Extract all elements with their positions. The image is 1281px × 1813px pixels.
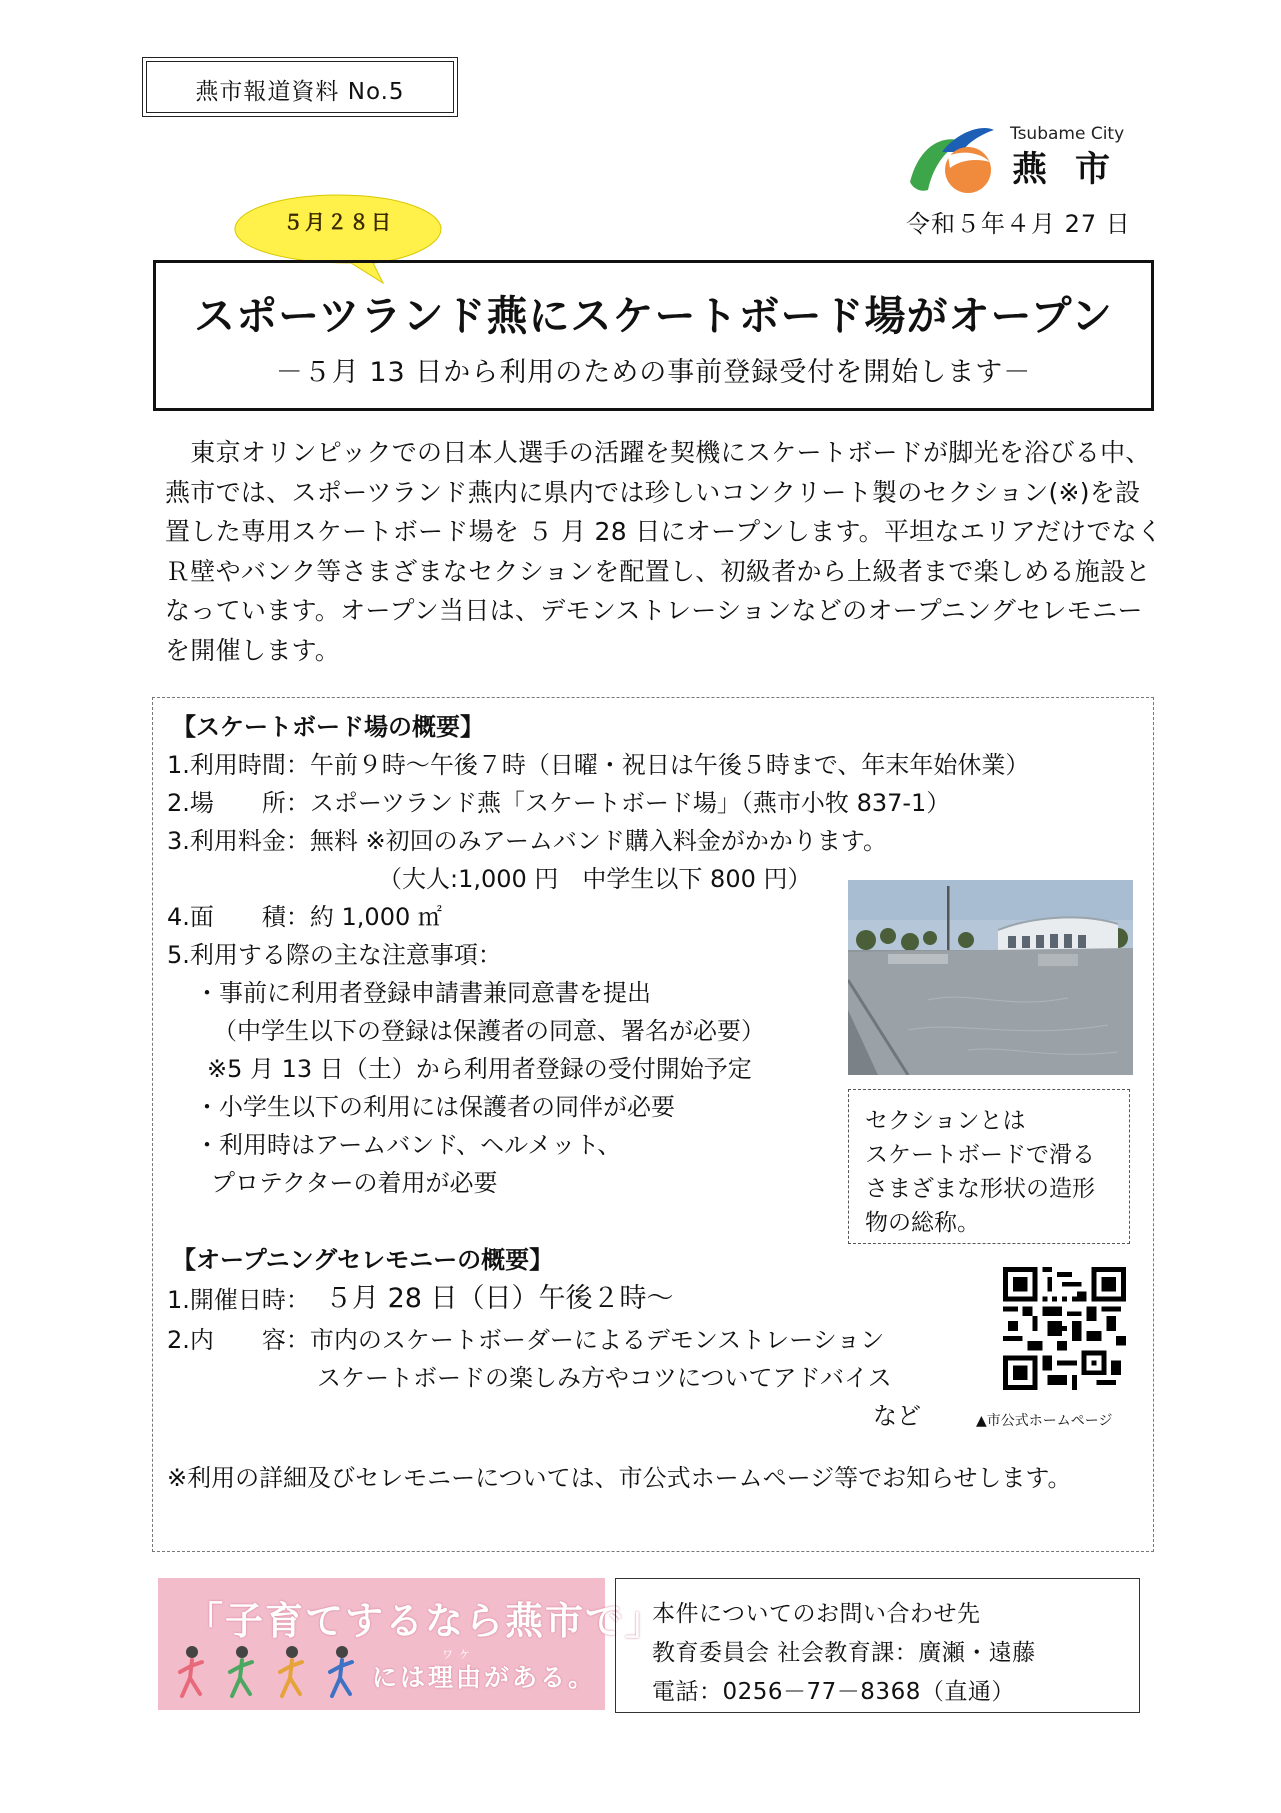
overview-area: 4.面 積：約 1,000 ㎡ [167, 903, 442, 931]
logo-text-ja: 燕市 [1012, 150, 1139, 190]
issue-date: 令和５年４月 27 日 [906, 210, 1131, 238]
section-definition-note [848, 1089, 1130, 1244]
intro-line: 東京オリンピックでの日本人選手の活躍を契機にスケートボードが脚光を浴びる中、 [165, 438, 1151, 467]
ceremony-date-label: 1.開催日時： [167, 1286, 310, 1314]
footer-note: ※利用の詳細及びセレモニーについては、市公式ホームページ等でお知らせします。 [167, 1464, 1072, 1492]
overview-note: ・利用時はアームバンド、ヘルメット、 [195, 1131, 622, 1159]
intro-line: を開催します。 [165, 635, 341, 665]
contact-title: 本件についてのお問い合わせ先 [652, 1601, 981, 1627]
overview-place: 2.場 所：スポーツランド燕「スケートボード場」（燕市小牧 837-1） [167, 789, 951, 817]
callout-date: ５月２８日 [283, 210, 393, 234]
title-sub: －５月 13 日から利用のための事前登録受付を開始します－ [275, 357, 1032, 388]
banner-ruby: ワケ [442, 1648, 476, 1661]
logo-text-en: Tsubame City [1010, 124, 1125, 144]
overview-heading: 【スケートボード場の概要】 [172, 713, 484, 741]
contact-phone: 電話：0256－77－8368（直通） [652, 1679, 1015, 1705]
overview-note: ・事前に利用者登録申請書兼同意書を提出 [195, 979, 651, 1007]
note-line: さまざまな形状の造形 [865, 1176, 1095, 1202]
overview-note: （中学生以下の登録は保護者の同意、署名が必要） [213, 1017, 765, 1045]
ceremony-content: スケートボードの楽しみ方やコツについてアドバイス [317, 1364, 892, 1392]
note-line: スケートボードで滑る [865, 1142, 1095, 1168]
contact-box [615, 1578, 1140, 1713]
ceremony-heading: 【オープニングセレモニーの概要】 [172, 1246, 554, 1274]
overview-fee: 3.利用料金：無料 ※初回のみアームバンド購入料金がかかります。 [167, 827, 887, 855]
tsubame-city-logo [902, 112, 997, 198]
note-line: セクションとは [865, 1108, 1026, 1134]
intro-line: Ｒ壁やバンク等さまざまなセクションを配置し、初級者から上級者まで楽しめる施設と [165, 556, 1151, 586]
intro-line: 燕市では、スポーツランド燕内に県内では珍しいコンクリート製のセクション(※)を設 [165, 477, 1141, 507]
banner-subslogan: には理由がある。 [372, 1663, 597, 1692]
banner-slogan: 「子育てするなら燕市で」 [185, 1599, 666, 1643]
overview-fee-detail: （大人:1,000 円 中学生以下 800 円） [378, 865, 812, 893]
overview-note: プロテクターの着用が必要 [211, 1169, 498, 1197]
intro-paragraph [165, 433, 1163, 670]
qr-caption: ▲市公式ホームページ [976, 1413, 1113, 1429]
contact-dept: 教育委員会 社会教育課：廣瀬・遠藤 [652, 1640, 1036, 1666]
overview-note: ・小学生以下の利用には保護者の同伴が必要 [195, 1093, 675, 1121]
skatepark-photo [848, 880, 1133, 1075]
ceremony-content: など [873, 1402, 921, 1430]
qr-code[interactable] [1003, 1267, 1126, 1390]
title-main: スポーツランド燕にスケートボード場がオープン [194, 292, 1113, 340]
intro-line: なっています。オープン当日は、デモンストレーションなどのオープニングセレモニー [165, 596, 1143, 625]
ceremony-date-value: ５月 28 日（日）午後２時～ [325, 1283, 674, 1314]
running-children-illustration [172, 1640, 372, 1704]
report-badge [142, 57, 458, 117]
intro-line: 置した専用スケートボード場を ５ 月 28 日にオープンします。平坦なエリアだけでなく [165, 517, 1163, 546]
overview-note: ※5 月 13 日（土）から利用者登録の受付開始予定 [207, 1055, 752, 1083]
report-label: 燕市報道資料 No.5 [195, 79, 405, 105]
overview-notes-heading: 5.利用する際の主な注意事項： [167, 941, 502, 969]
overview-hours: 1.利用時間：午前９時～午後７時（日曜・祝日は午後５時まで、年末年始休業） [167, 751, 1030, 779]
note-line: 物の総称。 [865, 1210, 980, 1236]
ceremony-content: 2.内 容：市内のスケートボーダーによるデモンストレーション [167, 1326, 885, 1354]
